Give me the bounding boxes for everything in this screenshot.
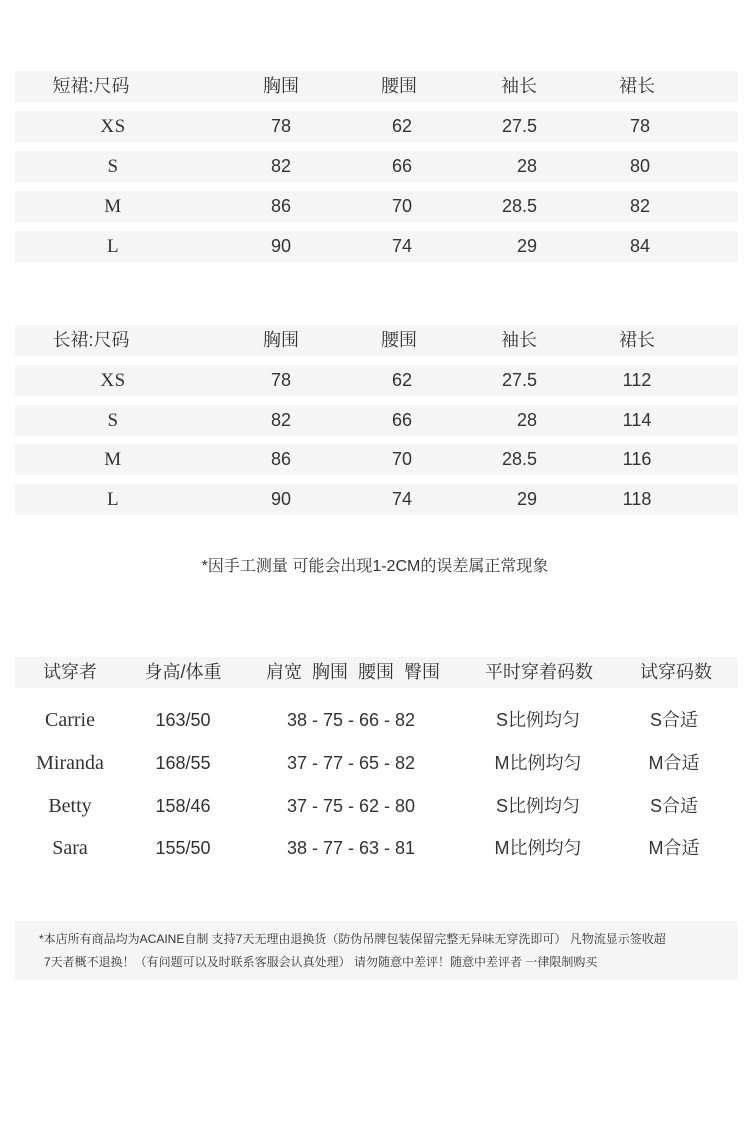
table-row <box>15 484 738 515</box>
table-row <box>15 191 738 222</box>
tried-size-cell: M合适 <box>648 753 700 773</box>
measurements-cell: 38 - 77 - 63 - 81 <box>286 838 416 858</box>
size-cell: M <box>104 196 122 217</box>
waist-cell: 66 <box>391 156 413 176</box>
model-name: Sara <box>52 837 88 859</box>
length-cell: 118 <box>622 489 652 509</box>
measurement-note: *因手工测量 可能会出现1-2CM的误差属正常现象 <box>201 558 549 575</box>
header-length: 裙长 <box>619 330 655 350</box>
policy-line-1: *本店所有商品均为ACAINE自制 支持7天无理由退换货（防伪吊牌包装保留完整无异味无穿洗即可） 凡物流显示签收超 <box>39 932 666 946</box>
model-name: Betty <box>48 795 92 817</box>
height-weight-cell: 155/50 <box>155 838 211 858</box>
table-row <box>15 444 738 475</box>
header-waist: 腰围 <box>381 76 417 96</box>
tried-size-cell: S合适 <box>649 796 699 816</box>
long-table-header <box>15 325 738 356</box>
header-sleeve: 袖长 <box>501 330 537 350</box>
length-cell: 112 <box>622 370 652 390</box>
waist-cell: 74 <box>391 489 413 509</box>
table-row <box>15 111 738 142</box>
header-tried-size: 试穿码数 <box>640 662 712 682</box>
policy-line-2: 7天者概不退换！（有问题可以及时联系客服会认真处理） 请勿随意中差评！随意中差评者 一律限制购买 <box>44 955 598 969</box>
usual-size-cell: S比例均匀 <box>495 710 581 730</box>
bust-cell: 90 <box>270 236 292 256</box>
header-measurements: 肩宽 胸围 腰围 臀围 <box>265 662 441 682</box>
bust-cell: 78 <box>270 116 292 136</box>
sleeve-cell: 29 <box>516 236 537 256</box>
tried-size-cell: S合适 <box>649 710 699 730</box>
height-weight-cell: 158/46 <box>155 796 211 816</box>
length-cell: 80 <box>629 156 651 176</box>
measurements-cell: 38 - 75 - 66 - 82 <box>286 710 416 730</box>
bust-cell: 86 <box>270 196 292 216</box>
waist-cell: 62 <box>391 116 413 136</box>
length-cell: 78 <box>629 116 651 136</box>
table-row <box>15 833 738 863</box>
waist-cell: 74 <box>391 236 413 256</box>
header-sleeve: 袖长 <box>501 76 537 96</box>
sleeve-cell: 28.5 <box>501 449 537 469</box>
height-weight-cell: 163/50 <box>155 710 211 730</box>
measurements-cell: 37 - 77 - 65 - 82 <box>286 753 416 773</box>
header-bust: 胸围 <box>263 76 299 96</box>
sleeve-cell: 28.5 <box>501 196 537 216</box>
table-row <box>15 791 738 821</box>
size-cell: S <box>107 156 119 177</box>
size-cell: L <box>106 489 120 510</box>
header-height-weight: 身高/体重 <box>144 662 222 682</box>
length-cell: 84 <box>629 236 651 256</box>
waist-cell: 70 <box>391 449 413 469</box>
size-cell: L <box>106 236 120 257</box>
waist-cell: 70 <box>391 196 413 216</box>
sleeve-cell: 27.5 <box>501 370 537 390</box>
header-model: 试穿者 <box>43 662 97 682</box>
store-policy-notice <box>15 921 738 980</box>
table-row <box>15 405 738 436</box>
sleeve-cell: 28 <box>516 410 537 430</box>
length-cell: 82 <box>629 196 651 216</box>
tryon-table-header <box>15 657 738 688</box>
bust-cell: 90 <box>270 489 292 509</box>
table-row <box>15 231 738 262</box>
table-row <box>15 151 738 182</box>
bust-cell: 82 <box>270 410 292 430</box>
usual-size-cell: M比例均匀 <box>494 838 582 858</box>
table-row <box>15 705 738 735</box>
height-weight-cell: 168/55 <box>155 753 211 773</box>
tried-size-cell: M合适 <box>648 838 700 858</box>
sleeve-cell: 28 <box>516 156 537 176</box>
model-name: Carrie <box>45 709 95 731</box>
header-bust: 胸围 <box>263 330 299 350</box>
length-cell: 116 <box>622 449 652 469</box>
bust-cell: 86 <box>270 449 292 469</box>
bust-cell: 82 <box>270 156 292 176</box>
usual-size-cell: M比例均匀 <box>494 753 582 773</box>
short-table-header <box>15 71 738 102</box>
size-cell: XS <box>100 370 126 391</box>
model-name: Miranda <box>36 752 104 774</box>
header-waist: 腰围 <box>381 330 417 350</box>
header-size: 长裙:尺码 <box>52 330 130 350</box>
header-usual-size: 平时穿着码数 <box>485 662 593 682</box>
size-cell: S <box>107 410 119 431</box>
table-row <box>15 748 738 778</box>
header-size: 短裙:尺码 <box>52 76 130 96</box>
length-cell: 114 <box>622 410 652 430</box>
waist-cell: 66 <box>391 410 413 430</box>
measurements-cell: 37 - 75 - 62 - 80 <box>286 796 416 816</box>
size-cell: XS <box>100 116 126 137</box>
usual-size-cell: S比例均匀 <box>495 796 581 816</box>
waist-cell: 62 <box>391 370 413 390</box>
sleeve-cell: 27.5 <box>501 116 537 136</box>
size-cell: M <box>104 449 122 470</box>
table-row <box>15 365 738 396</box>
bust-cell: 78 <box>270 370 292 390</box>
sleeve-cell: 29 <box>516 489 537 509</box>
header-length: 裙长 <box>619 76 655 96</box>
